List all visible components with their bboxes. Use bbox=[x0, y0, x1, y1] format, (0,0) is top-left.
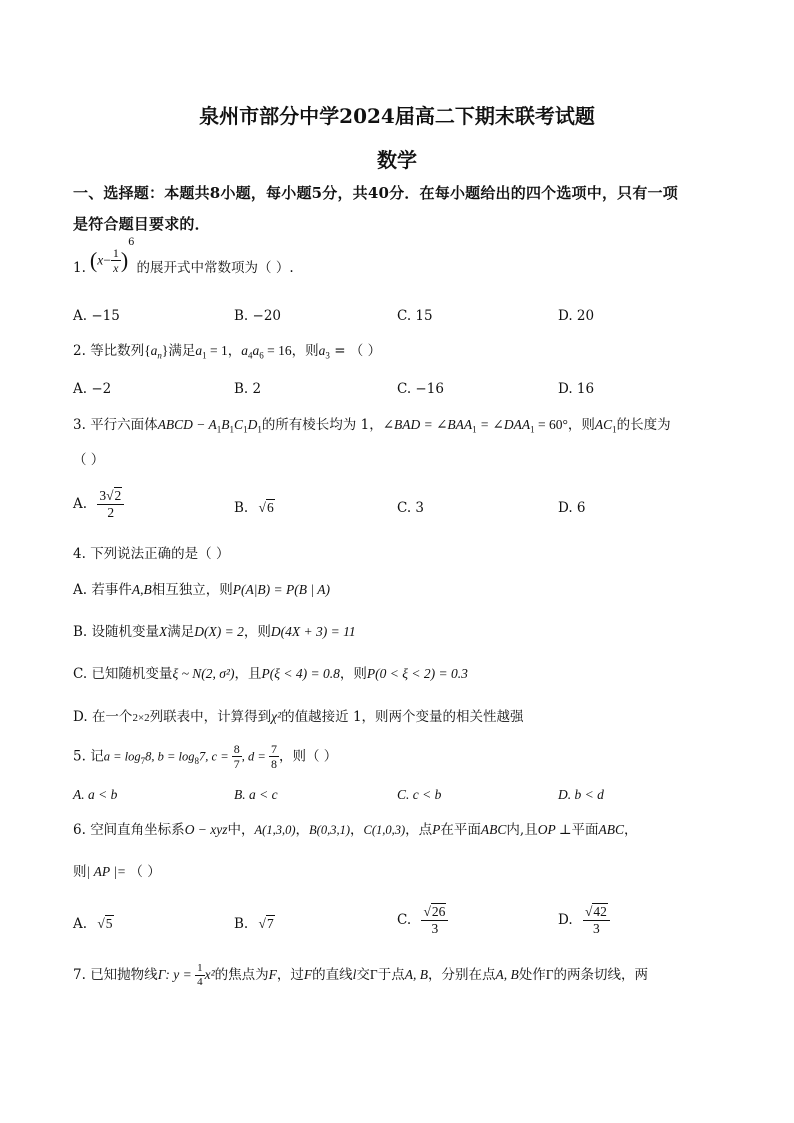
q4-option-b-f1: D(X) = 2 bbox=[194, 624, 244, 639]
q3-line2: （ ） bbox=[73, 452, 105, 468]
q7-text2: 的焦点为 bbox=[214, 967, 269, 984]
q6-option-c-rad: 26 bbox=[431, 904, 446, 919]
q5-c-num: 8 bbox=[233, 742, 240, 756]
q6-op: OP ⊥ bbox=[537, 822, 572, 837]
q1-expression: (x− $\frac{1}{x}$ )$^6$ bbox=[89, 236, 135, 276]
q6-option-d: D. $\frac{√42}{3}$ bbox=[558, 904, 610, 937]
q1-option-b: B. −20 bbox=[234, 308, 281, 324]
q3-text3: ，则 bbox=[567, 417, 595, 433]
q3-option-a-num: 3 bbox=[99, 488, 107, 503]
q6-option-d-rad: 42 bbox=[593, 904, 607, 919]
q2-cond2a-sub: 4 bbox=[248, 350, 253, 361]
q4-option-c bbox=[73, 666, 468, 682]
q3-option-b-label: B. bbox=[234, 500, 249, 516]
q5-f2: 8, b = log bbox=[145, 749, 195, 764]
q1-option-d: D. 20 bbox=[558, 308, 595, 324]
q4-option-c-f1: ξ ~ N(2, σ²) bbox=[172, 666, 235, 681]
q3-option-a-den: 2 bbox=[107, 505, 115, 520]
q3-solid: ABCD − A bbox=[157, 417, 217, 432]
section-heading-line1: 一、选择题：本题共8小题，每小题5分，共40分．在每小题给出的四个选项中，只有一项 bbox=[73, 184, 678, 202]
q2-seq: a bbox=[150, 343, 158, 358]
q5-option-d: D. b < d bbox=[558, 787, 604, 802]
q4-option-a-text2: 相互独立，则 bbox=[151, 582, 233, 598]
q1-expr-num: 1 bbox=[112, 246, 119, 260]
q5-c-den: 7 bbox=[233, 757, 240, 772]
q4-option-a bbox=[73, 582, 330, 598]
q7-text6: 于点 bbox=[377, 967, 405, 984]
q7-den: 4 bbox=[197, 976, 203, 989]
q4-option-a-formula: P(A|B) = P(B | A) bbox=[232, 582, 330, 597]
q6-p: P bbox=[432, 822, 441, 837]
q2-text1: 等比数列 bbox=[90, 343, 145, 359]
q1-expr-exp: 6 bbox=[128, 236, 135, 248]
q7-l: l bbox=[352, 967, 357, 983]
q5-number: 5. bbox=[73, 748, 86, 765]
q3-s1: 1 bbox=[216, 424, 222, 435]
q4-option-d-text: 在一个 bbox=[91, 709, 133, 725]
q1-expr-x: x bbox=[97, 252, 104, 268]
q6-text6: 平面 bbox=[571, 822, 599, 838]
q3-number: 3. bbox=[73, 417, 86, 433]
q3-text2: 的所有棱长均为 1， bbox=[261, 417, 383, 433]
section-heading-line2: 是符合题目要求的． bbox=[73, 215, 210, 233]
q6-line2-formula: | AP |= bbox=[86, 864, 130, 879]
q4-option-a-text: 若事件 bbox=[91, 582, 132, 598]
q2-cond1: a bbox=[195, 343, 203, 358]
q6-line2-paren: （ ） bbox=[129, 864, 161, 880]
q2-text3: ，则 bbox=[291, 343, 319, 359]
q4-option-b bbox=[73, 624, 356, 640]
q4-option-c-f2: P(ξ < 4) = 0.8 bbox=[261, 666, 340, 681]
q6-option-a-label: A. bbox=[73, 916, 88, 932]
q2-option-c: C. −16 bbox=[397, 381, 444, 397]
q4-option-b-var: X bbox=[159, 624, 168, 639]
q4-option-a-label: A. bbox=[73, 582, 88, 598]
q6-option-a: A. √5 bbox=[73, 916, 113, 932]
q4-option-a-events: A,B bbox=[131, 582, 152, 597]
q3-option-b: B. √6 bbox=[234, 500, 274, 516]
q7-num: 1 bbox=[195, 962, 205, 976]
q4-option-d-table: 2×2 bbox=[132, 712, 150, 724]
q3-s4: 1 bbox=[257, 424, 262, 435]
q6-text4: 在平面 bbox=[440, 822, 481, 838]
q7-x2: x² bbox=[204, 967, 215, 983]
q5-option-c: C. c < b bbox=[397, 787, 442, 802]
q3-a2: 1 bbox=[530, 424, 535, 435]
q1-option-a: A. −15 bbox=[73, 308, 120, 324]
q2-ask: a bbox=[318, 343, 326, 358]
q3-option-d: D. 6 bbox=[558, 500, 586, 516]
q5-text1: 记 bbox=[90, 748, 104, 765]
q3-a1: 1 bbox=[472, 424, 477, 435]
q6-option-a-rad: 5 bbox=[105, 916, 113, 931]
q7-text8: 处作 bbox=[518, 967, 546, 984]
q1-number: 1. bbox=[73, 259, 86, 276]
q7-gamma: Γ bbox=[369, 967, 378, 983]
q4-option-b-text2: 满足 bbox=[167, 624, 195, 640]
q2-cond1-sub: 1 bbox=[202, 350, 207, 361]
q7-f2: F bbox=[303, 967, 313, 983]
q4-option-b-label: B. bbox=[73, 624, 88, 640]
q4-option-b-text: 设随机变量 bbox=[91, 624, 160, 640]
q3-angle-val: = 60° bbox=[534, 417, 568, 432]
q3-text4: 的长度为 bbox=[616, 417, 671, 433]
q4-option-c-label: C. bbox=[73, 666, 88, 682]
q3-d: D bbox=[247, 417, 258, 432]
q6-line2 bbox=[73, 864, 161, 880]
q4-option-c-f3: P(0 < ξ < 2) = 0.3 bbox=[366, 666, 468, 681]
q1-expr-minus: − bbox=[103, 252, 111, 268]
q3-angles: ∠BAD = ∠BAA bbox=[382, 417, 473, 432]
q2-seq-sub: n bbox=[157, 350, 162, 361]
q6-abc1: ABC bbox=[480, 822, 507, 837]
q4-option-b-text3: ，则 bbox=[243, 624, 271, 640]
q7-text7: ，分别在点 bbox=[427, 967, 496, 984]
q7-ab: A, B bbox=[404, 967, 428, 983]
q6-line2-text: 则 bbox=[73, 864, 87, 880]
q2-cond1-val: = 1 bbox=[206, 343, 228, 358]
q6-text7: ， bbox=[624, 822, 638, 838]
q5-d-num: 7 bbox=[270, 742, 277, 756]
q6-option-d-label: D. bbox=[558, 912, 573, 928]
q3-s3: 1 bbox=[243, 424, 248, 435]
q4-option-c-text2: ，且 bbox=[234, 666, 262, 682]
q5-b1: 7 bbox=[140, 756, 146, 767]
q5-option-a: A. a < b bbox=[73, 787, 118, 802]
q6-option-c: C. $\frac{√26}{3}$ bbox=[397, 904, 448, 937]
q2-cond2a: a bbox=[241, 343, 249, 358]
question-2: 2. 等比数列$\{a_n\}$满足$a_1 = 1$，$a_4a_6 = 16$，则$a_3$ = （ ） bbox=[73, 343, 382, 361]
question-4 bbox=[73, 546, 229, 562]
q3-option-b-rad: 6 bbox=[266, 500, 274, 515]
q4-option-d-chi: χ² bbox=[271, 709, 282, 724]
q7-text1: 已知抛物线 bbox=[90, 967, 158, 984]
q6-abc2: ABC bbox=[598, 822, 625, 837]
q2-ask-sub: 3 bbox=[325, 350, 330, 361]
q3-b: B bbox=[221, 417, 230, 432]
q5-f1: a = log bbox=[103, 749, 141, 764]
q7-text4: 的直线 bbox=[312, 967, 353, 984]
q6-point-c: C(1,0,3) bbox=[363, 823, 406, 837]
q6-option-d-den: 3 bbox=[593, 921, 600, 936]
q7-gamma2: Γ bbox=[545, 967, 554, 983]
q6-point-a: A(1,3,0) bbox=[254, 823, 296, 837]
q7-ab2: A, B bbox=[495, 967, 519, 983]
q4-option-d-label: D. bbox=[73, 709, 88, 725]
q3-ac-sub: 1 bbox=[612, 424, 617, 435]
q3-c: C bbox=[234, 417, 244, 432]
q2-number: 2. bbox=[73, 343, 86, 359]
q6-option-b: B. √7 bbox=[234, 916, 274, 932]
q2-cond2-val: = 16 bbox=[263, 343, 292, 358]
q4-option-d-text2: 列联表中，计算得到 bbox=[149, 709, 272, 725]
q3-option-c: C. 3 bbox=[397, 500, 425, 516]
q7-text9: 的两条切线，两 bbox=[553, 967, 649, 984]
q2-option-d: D. 16 bbox=[558, 381, 595, 397]
q3-option-a: A. $\frac{3√2}{2}$ bbox=[73, 488, 124, 521]
q6-option-c-den: 3 bbox=[431, 921, 439, 936]
q5-f3: 7, c = bbox=[199, 749, 232, 764]
q4-option-c-text3: ，则 bbox=[339, 666, 367, 682]
q4-stem: 下列说法正确的是（ ） bbox=[90, 546, 230, 562]
q2-cond2b: a bbox=[252, 343, 260, 358]
q3-s2: 1 bbox=[229, 424, 235, 435]
q4-option-c-text: 已知随机变量 bbox=[91, 666, 173, 682]
q6-option-b-label: B. bbox=[234, 916, 249, 932]
q7-text5: 交 bbox=[356, 967, 370, 984]
page-title: 泉州市部分中学2024届高二下期末联考试题 bbox=[199, 104, 595, 128]
q7-number: 7. bbox=[73, 967, 86, 984]
q7-f: F bbox=[268, 967, 277, 983]
q6-sys: O − xyz bbox=[184, 822, 228, 837]
q6-number: 6. bbox=[73, 822, 86, 838]
q3-text1: 平行六面体 bbox=[90, 417, 158, 433]
question-6: 6. 空间直角坐标系O − xyz中，A(1,3,0)，B(0,3,1)，C(1,0,3)，点P在平面ABC内,且OP ⊥平面ABC， bbox=[73, 822, 638, 838]
question-7 bbox=[73, 962, 648, 989]
q4-option-d bbox=[73, 709, 524, 725]
q3-angles2: = ∠DAA bbox=[476, 417, 531, 432]
q3-option-a-label: A. bbox=[73, 496, 88, 512]
question-5 bbox=[73, 742, 337, 772]
q5-f4: , d = bbox=[241, 749, 269, 764]
q6-text1: 空间直角坐标系 bbox=[90, 822, 185, 838]
q5-d-den: 8 bbox=[270, 757, 277, 772]
q2-cond2b-sub: 6 bbox=[259, 350, 264, 361]
q7-text3: ，过 bbox=[276, 967, 304, 984]
q1-stem: 的展开式中常数项为（ ）. bbox=[136, 259, 294, 276]
q6-text2: 中， bbox=[227, 822, 255, 838]
q3-option-a-rad: 2 bbox=[114, 488, 122, 503]
q1-option-c: C. 15 bbox=[397, 308, 433, 324]
question-1 bbox=[73, 236, 294, 276]
subject-title: 数学 bbox=[377, 148, 417, 172]
question-3 bbox=[73, 417, 671, 433]
q6-option-b-rad: 7 bbox=[266, 916, 274, 931]
q4-option-b-f2: D(4X + 3) = 11 bbox=[270, 624, 356, 639]
q4-number: 4. bbox=[73, 546, 86, 562]
q7-curve: Γ: y = bbox=[157, 967, 196, 983]
q1-expr-den: x bbox=[113, 261, 119, 276]
q3-ac: AC bbox=[594, 417, 613, 432]
q2-text2: 满足 bbox=[168, 343, 196, 359]
q2-sep: ， bbox=[227, 343, 242, 359]
q6-text5: 内,且 bbox=[506, 822, 538, 838]
q2-option-b: B. 2 bbox=[234, 381, 262, 397]
q2-option-a: A. −2 bbox=[73, 381, 112, 397]
q6-option-c-label: C. bbox=[397, 912, 412, 928]
q5-b2: 8 bbox=[194, 756, 200, 767]
q2-ask-tail: = （ ） bbox=[329, 343, 382, 359]
q5-text2: ，则（ ） bbox=[278, 748, 338, 765]
q5-option-b: B. a < c bbox=[234, 787, 278, 802]
q4-option-d-text3: 的值越接近 1，则两个变量的相关性越强 bbox=[281, 709, 524, 725]
q6-text3: ，点 bbox=[405, 822, 433, 838]
q6-point-b: B(0,3,1) bbox=[309, 823, 350, 837]
